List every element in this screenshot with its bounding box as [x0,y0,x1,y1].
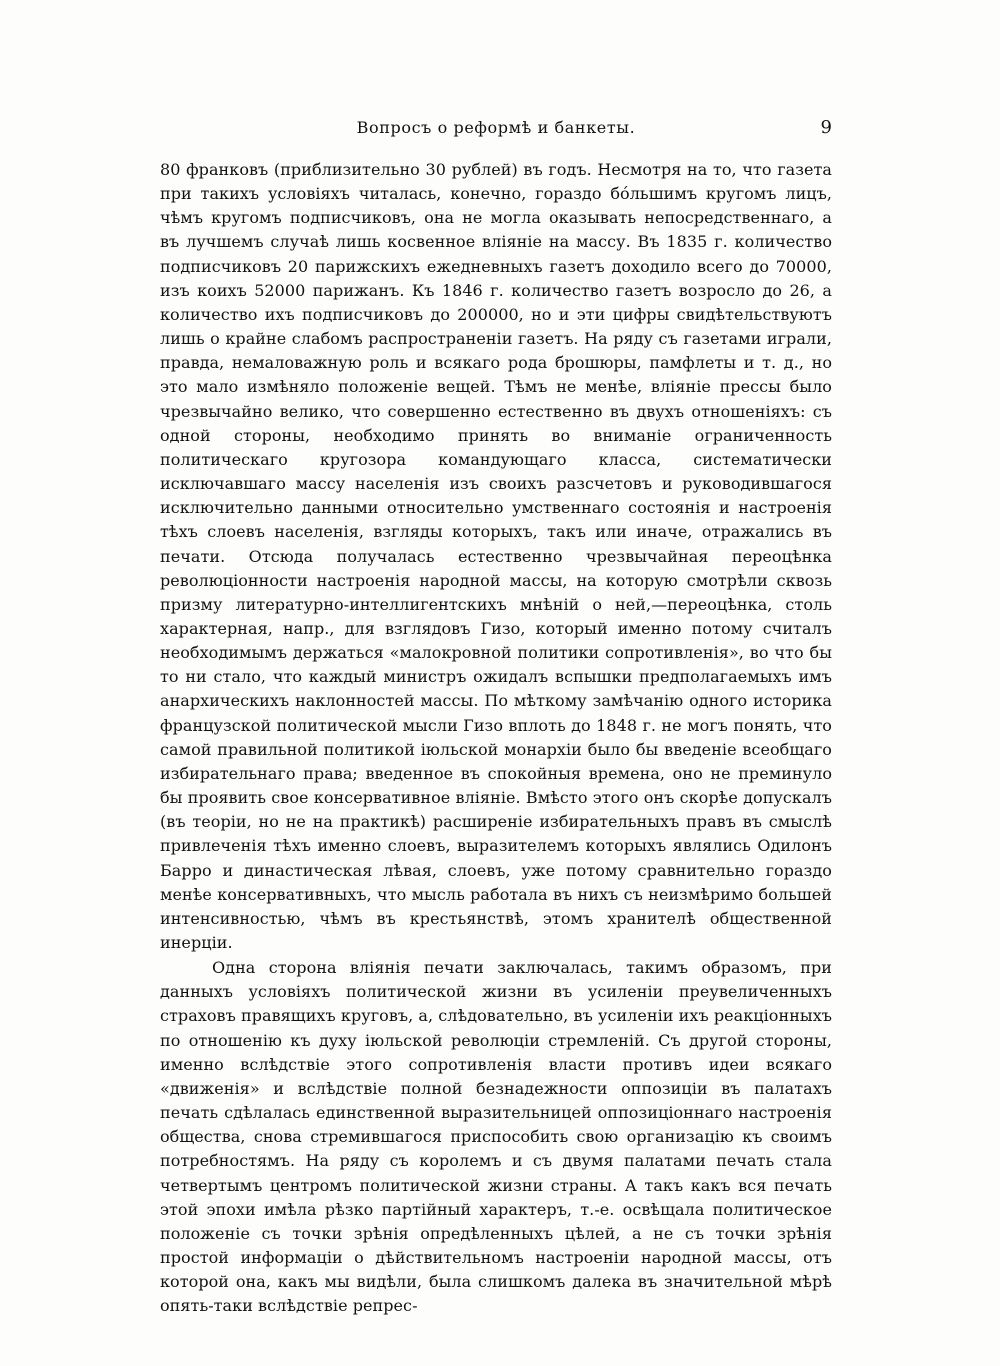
page-header [160,116,832,140]
body-text [160,158,832,1319]
running-title: Вопросъ о реформѣ и банкеты. [356,118,636,137]
paragraph-1: 80 франковъ (приблизительно 30 рублей) въ годъ. Несмотря на то, что газета при такихъ условіяхъ читалась, конечно, гораздо бо́льшимъ кругомъ лицъ, чѣмъ кругомъ подписчиковъ, она не могла оказывать непосредственнаго, а въ лучшемъ случаѣ лишь косвенное вліяніе на массу. Въ 1835 г. количество подписчиковъ 20 парижскихъ ежедневныхъ газетъ доходило всего до 70000, изъ коихъ 52000 парижанъ. Къ 1846 г. количество газетъ возросло до 26, а количество ихъ подписчиковъ до 200000, но и эти цифры свидѣтельствуютъ лишь о крайне слабомъ распространеніи газетъ. На ряду съ газетами играли, правда, немаловажную роль и всякаго рода брошюры, памфлеты и т. д., но это мало измѣняло положеніе вещей. Тѣмъ не менѣе, вліяніе прессы было чрезвычайно велико, что совершенно естественно въ двухъ отношеніяхъ: съ одной стороны, необходимо принять во вниманіе ограниченность политическаго кругозора командующаго класса, систематически исключавшаго массу населенія изъ своихъ разсчетовъ и руководившагося исключительно данными относительно умственнаго состоянія и настроенія тѣхъ слоевъ населенія, взгляды которыхъ, такъ или иначе, отражались въ печати. Отсюда получалась естественно чрезвычайная переоцѣнка революціонности настроенія народной массы, на которую смотрѣли сквозь призму литературно-интеллигентскихъ мнѣній о ней,—переоцѣнка, столь характерная, напр., для взглядовъ Гизо, который именно потому считалъ необходимымъ держаться «малокровной политики сопротивленія», во что бы то ни стало, что каждый министръ ожидалъ вспышки предполагаемыхъ имъ анархическихъ наклонностей массы. По мѣткому замѣчанію одного историка французской политической мысли Гизо вплоть до 1848 г. не могъ понять, что самой правильной политикой іюльской монархіи было бы введеніе всеобщаго избирательнаго права; введенное въ спокойныя времена, оно не преминуло бы проявить свое консервативное вліяніе. Вмѣсто этого онъ скорѣе допускалъ (въ теоріи, но не на практикѣ) расширеніе избирательныхъ правъ въ смыслѣ привлеченія тѣхъ именно слоевъ, выразителемъ которыхъ являлись Одилонъ Барро и династическая лѣвая, слоевъ, уже потому сравнительно гораздо менѣе консервативныхъ, что мысль работала въ нихъ съ неизмѣримо большей интенсивностью, чѣмъ въ крестьянствѣ, этомъ хранителѣ общественной инерціи. [160,160,832,952]
page-number: 9 [820,117,832,138]
paragraph-2: Одна сторона вліянія печати заключалась, такимъ образомъ, при данныхъ условіяхъ политической жизни въ усиленіи преувеличенныхъ страховъ правящихъ круговъ, а, слѣдовательно, въ усиленіи ихъ реакціонныхъ по отношенію къ духу іюльской революціи стремленій. Съ другой стороны, именно вслѣдствіе этого сопротивленія власти противъ идеи всякаго «движенія» и вслѣдствіе полной безнадежности оппозиціи въ палатахъ печать сдѣлалась единственной выразительницей оппозиціоннаго настроенія общества, снова стремившагося приспособить свою организацію къ своимъ потребностямъ. На ряду съ королемъ и съ двумя палатами печать стала четвертымъ центромъ политической жизни страны. А такъ какъ вся печать этой эпохи имѣла рѣзко партійный характеръ, т.-е. освѣщала политическое положеніе съ точки зрѣнія опредѣленныхъ цѣлей, а не съ точки зрѣнія простой информаціи о дѣйствительномъ настроеніи народной массы, отъ которой она, какъ мы видѣли, была слишкомъ далека въ значительной мѣрѣ опять-таки вслѣдствіе репрес- [160,958,832,1316]
